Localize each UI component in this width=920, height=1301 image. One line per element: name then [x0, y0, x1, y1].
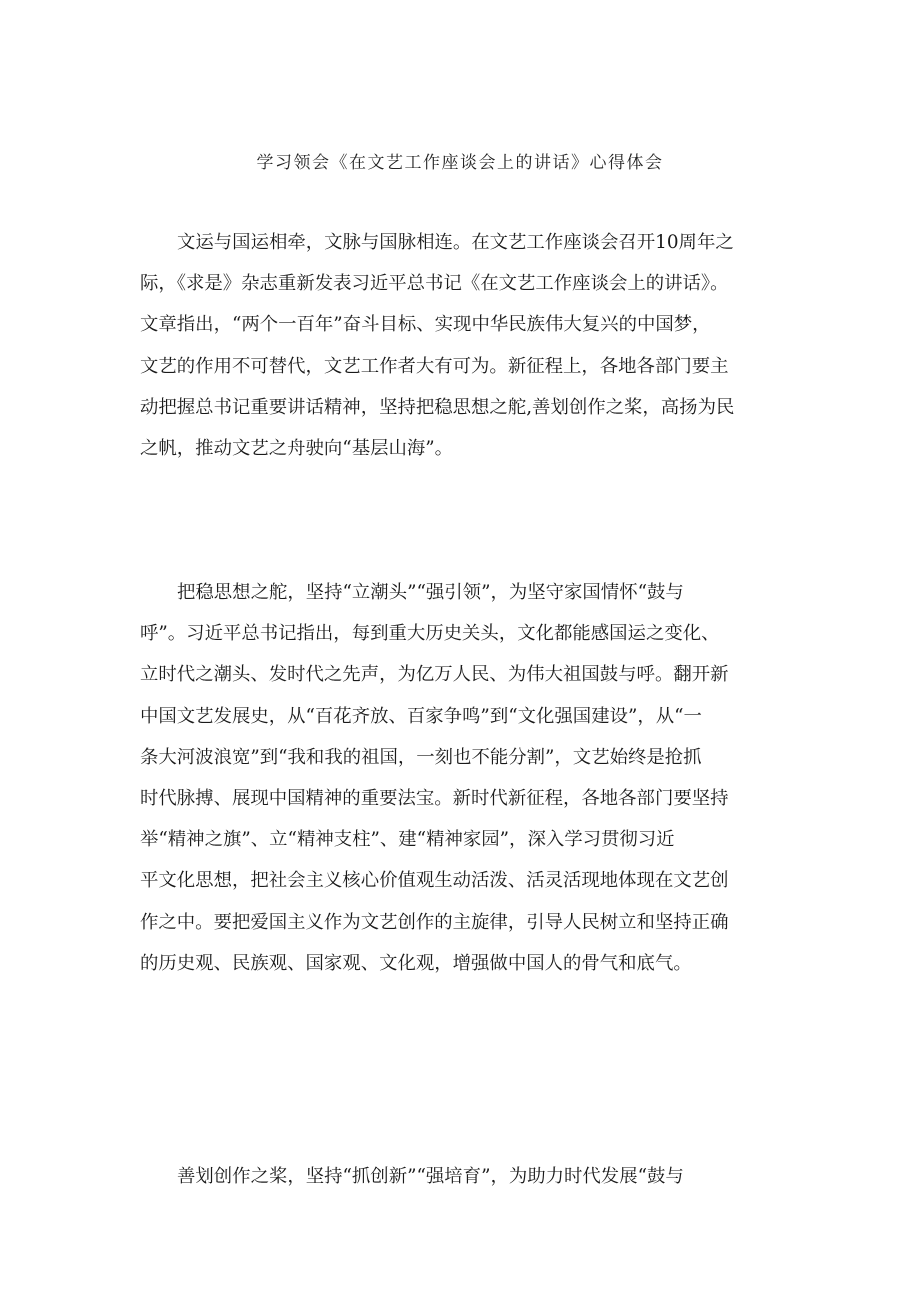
text-line: 平文化思想，把社会主义核心价值观生动活泼、活灵活现地体现在文艺创	[140, 870, 729, 892]
text-line: 立时代之潮头、发时代之先声，为亿万人民、为伟大祖国鼓与呼。翻开新	[140, 664, 729, 686]
text-line: 呼”。习近平总书记指出，每到重大历史关头，文化都能感国运之变化、	[140, 623, 720, 645]
text-line: 文运与国运相牵，文脉与国脉相连。在文艺工作座谈会召开10周年之	[177, 232, 734, 253]
text-line: 文艺的作用不可替代，文艺工作者大有可为。新征程上，各地各部门要主	[140, 355, 729, 377]
paragraph-3	[140, 1156, 782, 1197]
text-line: 时代脉搏、展现中国精神的重要法宝。新时代新征程，各地各部门要坚持	[140, 787, 729, 809]
text-line: 作之中。要把爱国主义作为文艺创作的主旋律，引导人民树立和坚持正确	[140, 911, 729, 933]
text-line: 动把握总书记重要讲话精神，坚持把稳思想之舵,善划创作之桨，高扬为民	[140, 396, 735, 418]
text-line: 的历史观、民族观、国家观、文化观，增强做中国人的骨气和底气。	[140, 952, 692, 974]
text-line: 际，《求是》杂志重新发表习近平总书记《在文艺工作座谈会上的讲话》。	[140, 273, 729, 295]
text-line: 文章指出，“两个一百年”奋斗目标、实现中华民族伟大复兴的中国梦，	[140, 314, 711, 336]
text-line: 中国文艺发展史，从“百花齐放、百家争鸣”到“文化强国建设”，从“一	[140, 705, 702, 727]
text-line: 举“精神之旗”、立“精神支柱”、建“精神家园”，深入学习贯彻习近	[140, 829, 675, 851]
text-line: 把稳思想之舵，坚持“立潮头”“强引领”，为坚守家国情怀“鼓与	[177, 582, 684, 603]
text-line: 善划创作之桨，坚持“抓创新”“强培育”，为助力时代发展“鼓与	[177, 1166, 684, 1187]
paragraph-1	[140, 222, 782, 469]
paragraph-2	[140, 572, 782, 984]
text-line: 条大河波浪宽”到“我和我的祖国，一刻也不能分割”，文艺始终是抢抓	[140, 746, 702, 768]
text-line: 之帆，推动文艺之舟驶向“基层山海”。	[140, 437, 454, 459]
document-title: 学习领会《在文艺工作座谈会上的讲话》心得体会	[256, 153, 664, 173]
